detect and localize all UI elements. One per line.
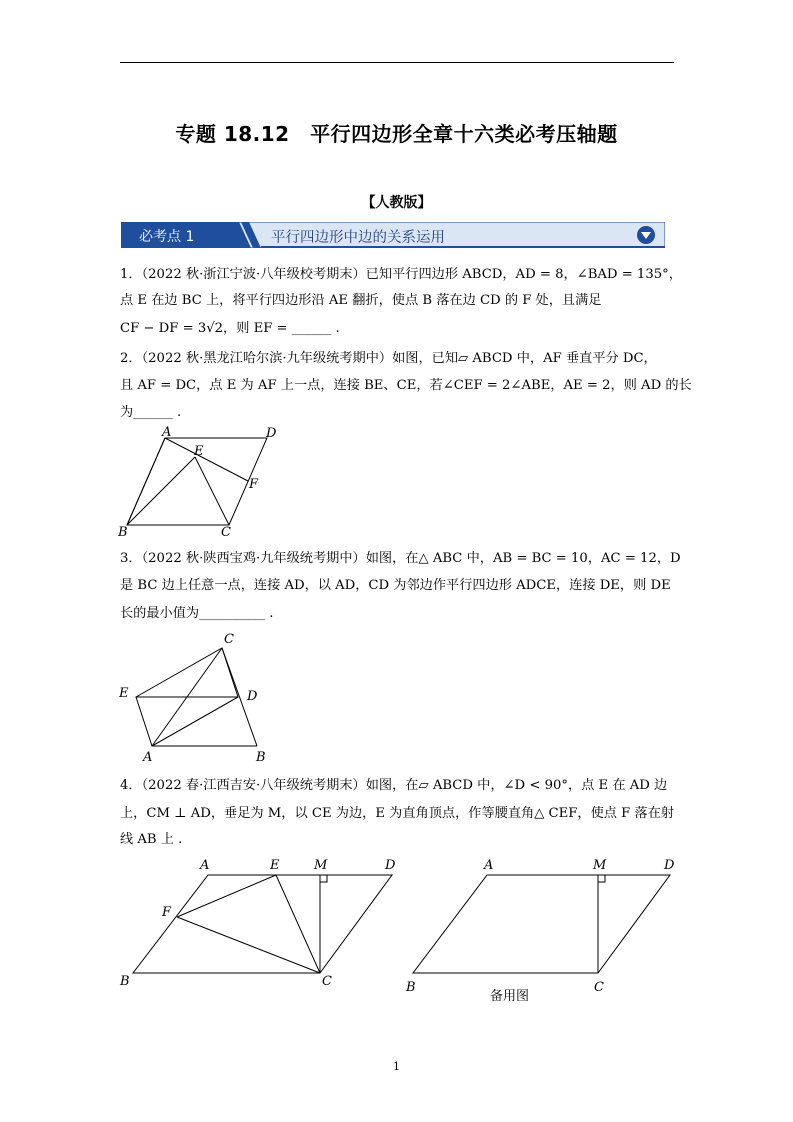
q4-spare-label-c: C: [594, 980, 604, 995]
q4-label-d: D: [385, 858, 396, 873]
page-title: 专题 18.12 平行四边形全章十六类必考压轴题: [175, 122, 618, 146]
q4-line-3: 线 AB 上 .: [120, 832, 183, 847]
q2-label-a: A: [162, 425, 172, 440]
header-rule: [120, 62, 674, 63]
q1-line-2: 点 E 在边 BC 上，将平行四边形沿 AE 翻折，使点 B 落在边 CD 的 F 处，且满足: [120, 293, 602, 308]
chevron-down-icon[interactable]: [636, 225, 656, 245]
q2-label-e: E: [194, 444, 204, 459]
spare-figure-caption: 备用图: [490, 989, 530, 1004]
q2-line-1: 2．（2022 秋·黑龙江哈尔滨·九年级统考期中）如图，已知▱ ABCD 中，AF 垂直平分 DC，: [120, 351, 657, 366]
q4-label-c: C: [322, 974, 332, 989]
q2-label-f: F: [249, 477, 259, 492]
q4-spare-label-a: A: [484, 858, 494, 873]
q3-label-d: D: [247, 689, 258, 704]
q2-line-3: 为______ .: [120, 405, 182, 420]
q4-figure-spare: [400, 852, 685, 1007]
q4-spare-label-m: M: [593, 858, 607, 873]
q2-line-2: 且 AF = DC，点 E 为 AF 上一点，连接 BE、CE，若∠CEF = 2∠ABE，AE = 2，则 AD 的长: [120, 378, 692, 393]
q3-label-b: B: [256, 750, 266, 765]
page-number: 1: [393, 1060, 400, 1073]
q3-line-2: 是 BC 边上任意一点，连接 AD，以 AD，CD 为邻边作平行四边形 ADCE，连接 DE，则 DE: [120, 578, 671, 593]
q2-figure: [110, 425, 290, 540]
q4-label-a: A: [200, 858, 210, 873]
q3-label-c: C: [224, 632, 234, 647]
q3-line-3: 长的最小值为__________ .: [120, 606, 274, 621]
q4-spare-label-b: B: [406, 980, 416, 995]
q2-label-d: D: [266, 426, 277, 441]
q4-figure-main: [110, 852, 410, 994]
section-banner: [121, 222, 665, 248]
banner-section-topic: 平行四边形中边的关系运用: [271, 230, 445, 246]
q4-label-e: E: [270, 858, 280, 873]
q1-line-3: CF − DF = 3√2，则 EF = ______ .: [120, 321, 340, 336]
q3-figure: [110, 628, 285, 768]
q2-label-b: B: [118, 525, 128, 540]
q4-line-2: 上，CM ⊥ AD，垂足为 M，以 CE 为边，E 为直角顶点，作等腰直角△ CEF，使点 F 落在射: [120, 806, 675, 821]
q4-label-f: F: [162, 905, 172, 920]
q4-label-m: M: [314, 858, 328, 873]
q4-label-b: B: [120, 974, 130, 989]
q3-label-a: A: [143, 750, 153, 765]
q1-line-1: 1．（2022 秋·浙江宁波·八年级校考期末）已知平行四边形 ABCD，AD = 8，∠BAD = 135°，: [120, 267, 682, 282]
q2-label-c: C: [221, 525, 231, 540]
edition-label: 【人教版】: [361, 195, 432, 211]
q3-line-1: 3．（2022 秋·陕西宝鸡·九年级统考期中）如图，在△ ABC 中，AB = BC = 10，AC = 12，D: [120, 551, 681, 566]
q4-line-1: 4．（2022 春·江西吉安·八年级统考期末）如图，在▱ ABCD 中，∠D < 90°，点 E 在 AD 边: [120, 778, 668, 793]
banner-section-label: 必考点 1: [139, 229, 195, 245]
q3-label-e: E: [119, 686, 129, 701]
q4-spare-label-d: D: [664, 858, 675, 873]
